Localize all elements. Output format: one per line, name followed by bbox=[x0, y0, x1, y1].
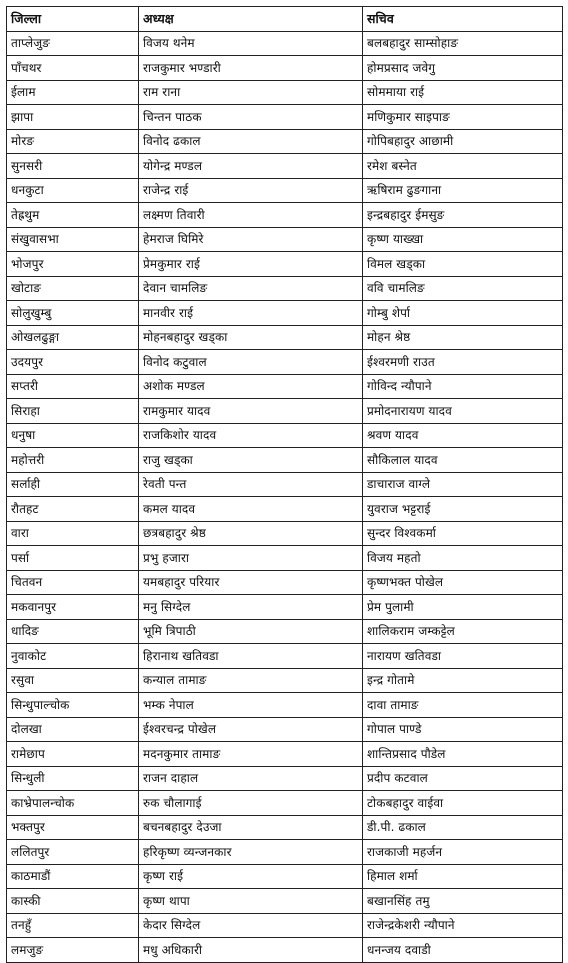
district-cell: सुनसरी bbox=[7, 154, 139, 179]
district-cell: रामेछाप bbox=[7, 742, 139, 767]
president-cell: रुक चौलागाई bbox=[139, 791, 363, 816]
district-cell: ओखलढुङ्गा bbox=[7, 325, 139, 350]
president-cell: भूमि त्रिपाठी bbox=[139, 619, 363, 644]
secretary-cell: डी.पी. ढकाल bbox=[363, 815, 563, 840]
president-cell: मोहनबहादुर खड्का bbox=[139, 325, 363, 350]
secretary-cell: राजेन्द्रकेशरी न्यौपाने bbox=[363, 913, 563, 938]
secretary-cell: मोहन श्रेष्ठ bbox=[363, 325, 563, 350]
table-row bbox=[7, 864, 563, 889]
district-cell: झापा bbox=[7, 105, 139, 130]
table-row bbox=[7, 840, 563, 865]
district-cell: सर्लाही bbox=[7, 472, 139, 497]
district-cell: नुवाकोट bbox=[7, 644, 139, 669]
president-cell: चिन्तन पाठक bbox=[139, 105, 363, 130]
district-cell: वारा bbox=[7, 521, 139, 546]
table-row bbox=[7, 938, 563, 963]
secretary-cell: प्रेम पुलामी bbox=[363, 595, 563, 620]
district-officials-document bbox=[6, 6, 562, 963]
secretary-cell: कृष्ण याख्खा bbox=[363, 227, 563, 252]
district-cell: सिराहा bbox=[7, 399, 139, 424]
district-cell: सप्तरी bbox=[7, 374, 139, 399]
table-row bbox=[7, 668, 563, 693]
district-cell: दोलखा bbox=[7, 717, 139, 742]
district-cell: काभ्रेपालन्चोक bbox=[7, 791, 139, 816]
secretary-cell: गोविन्द न्यौपाने bbox=[363, 374, 563, 399]
president-cell: मदनकुमार तामाङ bbox=[139, 742, 363, 767]
secretary-cell: युवराज भट्टराई bbox=[363, 497, 563, 522]
table-row bbox=[7, 619, 563, 644]
table-row bbox=[7, 521, 563, 546]
district-cell: संखुवासभा bbox=[7, 227, 139, 252]
president-cell: बचनबहादुर देउजा bbox=[139, 815, 363, 840]
president-cell: प्रेमकुमार राई bbox=[139, 252, 363, 277]
secretary-cell: होमप्रसाद जवेगु bbox=[363, 56, 563, 81]
secretary-cell: कृष्णभक्त पोखेल bbox=[363, 570, 563, 595]
secretary-cell: गोपाल पाण्डे bbox=[363, 717, 563, 742]
district-cell: धनकुटा bbox=[7, 178, 139, 203]
president-cell: राजेन्द्र राई bbox=[139, 178, 363, 203]
secretary-cell: प्रदीप कटवाल bbox=[363, 766, 563, 791]
table-row bbox=[7, 31, 563, 56]
table-row bbox=[7, 472, 563, 497]
president-cell: मधु अधिकारी bbox=[139, 938, 363, 963]
president-cell: ईश्वरचन्द्र पोखेल bbox=[139, 717, 363, 742]
table-row bbox=[7, 423, 563, 448]
table-row bbox=[7, 595, 563, 620]
secretary-cell: विमल खड्का bbox=[363, 252, 563, 277]
secretary-cell: इन्द्र गोतामे bbox=[363, 668, 563, 693]
secretary-cell: बखानसिंह तमु bbox=[363, 889, 563, 914]
secretary-cell: हिमाल शर्मा bbox=[363, 864, 563, 889]
district-cell: भक्तपुर bbox=[7, 815, 139, 840]
president-cell: हिरानाथ खतिवडा bbox=[139, 644, 363, 669]
district-cell: तेह्रथुम bbox=[7, 203, 139, 228]
president-cell: अशोक मण्डल bbox=[139, 374, 363, 399]
president-cell: रेवती पन्त bbox=[139, 472, 363, 497]
secretary-cell: ईश्वरमणी राउत bbox=[363, 350, 563, 375]
president-cell: हरिकृष्ण व्यन्जनकार bbox=[139, 840, 363, 865]
district-cell: रौतहट bbox=[7, 497, 139, 522]
district-cell: ताप्लेजुङ bbox=[7, 31, 139, 56]
district-cell: मकवानपुर bbox=[7, 595, 139, 620]
president-cell: रामकुमार यादव bbox=[139, 399, 363, 424]
secretary-cell: मणिकुमार साइपाङ bbox=[363, 105, 563, 130]
president-cell: मनु सिग्देल bbox=[139, 595, 363, 620]
table-row bbox=[7, 178, 563, 203]
secretary-cell: सुन्दर विश्वकर्मा bbox=[363, 521, 563, 546]
district-cell: सिन्धुपाल्चोक bbox=[7, 693, 139, 718]
president-cell: यमबहादुर परियार bbox=[139, 570, 363, 595]
president-cell: लक्ष्मण तिवारी bbox=[139, 203, 363, 228]
president-cell: भम्क नेपाल bbox=[139, 693, 363, 718]
district-cell: खोटाङ bbox=[7, 276, 139, 301]
district-cell: कास्की bbox=[7, 889, 139, 914]
president-cell: योगेन्द्र मण्डल bbox=[139, 154, 363, 179]
president-cell: राम राना bbox=[139, 80, 363, 105]
district-cell: काठमाडौं bbox=[7, 864, 139, 889]
secretary-cell: ववि चामलिङ bbox=[363, 276, 563, 301]
president-cell: छत्रबहादुर श्रेष्ठ bbox=[139, 521, 363, 546]
secretary-cell: राजकाजी महर्जन bbox=[363, 840, 563, 865]
district-cell: सिन्धुली bbox=[7, 766, 139, 791]
secretary-cell: दावा तामाङ bbox=[363, 693, 563, 718]
table-row bbox=[7, 815, 563, 840]
secretary-cell: नारायण खतिवडा bbox=[363, 644, 563, 669]
table-row bbox=[7, 105, 563, 130]
table-row bbox=[7, 791, 563, 816]
president-cell: मानवीर राई bbox=[139, 301, 363, 326]
district-cell: धादिङ bbox=[7, 619, 139, 644]
president-cell: विनोद ढकाल bbox=[139, 129, 363, 154]
table-row bbox=[7, 693, 563, 718]
president-column-header: अध्यक्ष bbox=[139, 7, 363, 32]
secretary-cell: प्रमोदनारायण यादव bbox=[363, 399, 563, 424]
district-cell: ईलाम bbox=[7, 80, 139, 105]
district-cell: भोजपुर bbox=[7, 252, 139, 277]
table-row bbox=[7, 399, 563, 424]
district-cell: मोरङ bbox=[7, 129, 139, 154]
president-cell: राजु खड्का bbox=[139, 448, 363, 473]
president-cell: केदार सिग्देल bbox=[139, 913, 363, 938]
table-row bbox=[7, 203, 563, 228]
secretary-cell: सौकिलाल यादव bbox=[363, 448, 563, 473]
table-row bbox=[7, 252, 563, 277]
president-cell: विजय थनेम bbox=[139, 31, 363, 56]
president-cell: प्रभु हजारा bbox=[139, 546, 363, 571]
district-cell: चितवन bbox=[7, 570, 139, 595]
district-cell: ललितपुर bbox=[7, 840, 139, 865]
district-cell: पाँचथर bbox=[7, 56, 139, 81]
table-row bbox=[7, 129, 563, 154]
district-officials-table bbox=[6, 6, 563, 963]
secretary-cell: सोममाया राई bbox=[363, 80, 563, 105]
table-row bbox=[7, 80, 563, 105]
district-cell: पर्सा bbox=[7, 546, 139, 571]
table-row bbox=[7, 570, 563, 595]
table-row bbox=[7, 766, 563, 791]
secretary-cell: डाचाराज वाग्ले bbox=[363, 472, 563, 497]
table-row bbox=[7, 154, 563, 179]
district-cell: महोत्तरी bbox=[7, 448, 139, 473]
secretary-cell: श्रवण यादव bbox=[363, 423, 563, 448]
secretary-cell: ऋषिराम ढुङगाना bbox=[363, 178, 563, 203]
table-row bbox=[7, 644, 563, 669]
president-cell: कन्याल तामाङ bbox=[139, 668, 363, 693]
secretary-cell: बलबहादुर साम्सोहाङ bbox=[363, 31, 563, 56]
secretary-cell: इन्द्रबहादुर ईमसुङ bbox=[363, 203, 563, 228]
table-row bbox=[7, 56, 563, 81]
president-cell: हेमराज घिमिरे bbox=[139, 227, 363, 252]
table-row bbox=[7, 350, 563, 375]
president-cell: राजन दाहाल bbox=[139, 766, 363, 791]
table-row bbox=[7, 497, 563, 522]
table-row bbox=[7, 546, 563, 571]
table-row bbox=[7, 717, 563, 742]
district-cell: धनुषा bbox=[7, 423, 139, 448]
header-row bbox=[7, 7, 563, 32]
table-row bbox=[7, 742, 563, 767]
president-cell: कृष्ण थापा bbox=[139, 889, 363, 914]
table-row bbox=[7, 301, 563, 326]
secretary-cell: शालिकराम जम्कट्टेल bbox=[363, 619, 563, 644]
table-row bbox=[7, 325, 563, 350]
secretary-cell: गोम्बु शेर्पा bbox=[363, 301, 563, 326]
table-row bbox=[7, 448, 563, 473]
president-cell: देवान चामलिङ bbox=[139, 276, 363, 301]
table-row bbox=[7, 374, 563, 399]
secretary-cell: धनन्जय दवाडी bbox=[363, 938, 563, 963]
table-row bbox=[7, 889, 563, 914]
president-cell: विनोद कटुवाल bbox=[139, 350, 363, 375]
secretary-cell: गोपिबहादुर आछामी bbox=[363, 129, 563, 154]
table-row bbox=[7, 913, 563, 938]
district-cell: लमजुङ bbox=[7, 938, 139, 963]
table-body bbox=[7, 31, 563, 962]
secretary-cell: टोकबहादुर वाईवा bbox=[363, 791, 563, 816]
district-cell: तनहुँ bbox=[7, 913, 139, 938]
district-cell: उदयपुर bbox=[7, 350, 139, 375]
table-row bbox=[7, 276, 563, 301]
president-cell: कृष्ण राई bbox=[139, 864, 363, 889]
district-cell: सोलुखुम्बु bbox=[7, 301, 139, 326]
secretary-cell: रमेश बस्नेत bbox=[363, 154, 563, 179]
district-column-header: जिल्ला bbox=[7, 7, 139, 32]
president-cell: कमल यादव bbox=[139, 497, 363, 522]
table-row bbox=[7, 227, 563, 252]
president-cell: राजकिशोर यादव bbox=[139, 423, 363, 448]
secretary-cell: विजय महतो bbox=[363, 546, 563, 571]
secretary-column-header: सचिव bbox=[363, 7, 563, 32]
secretary-cell: शान्तिप्रसाद पौडेल bbox=[363, 742, 563, 767]
president-cell: राजकुमार भण्डारी bbox=[139, 56, 363, 81]
district-cell: रसुवा bbox=[7, 668, 139, 693]
